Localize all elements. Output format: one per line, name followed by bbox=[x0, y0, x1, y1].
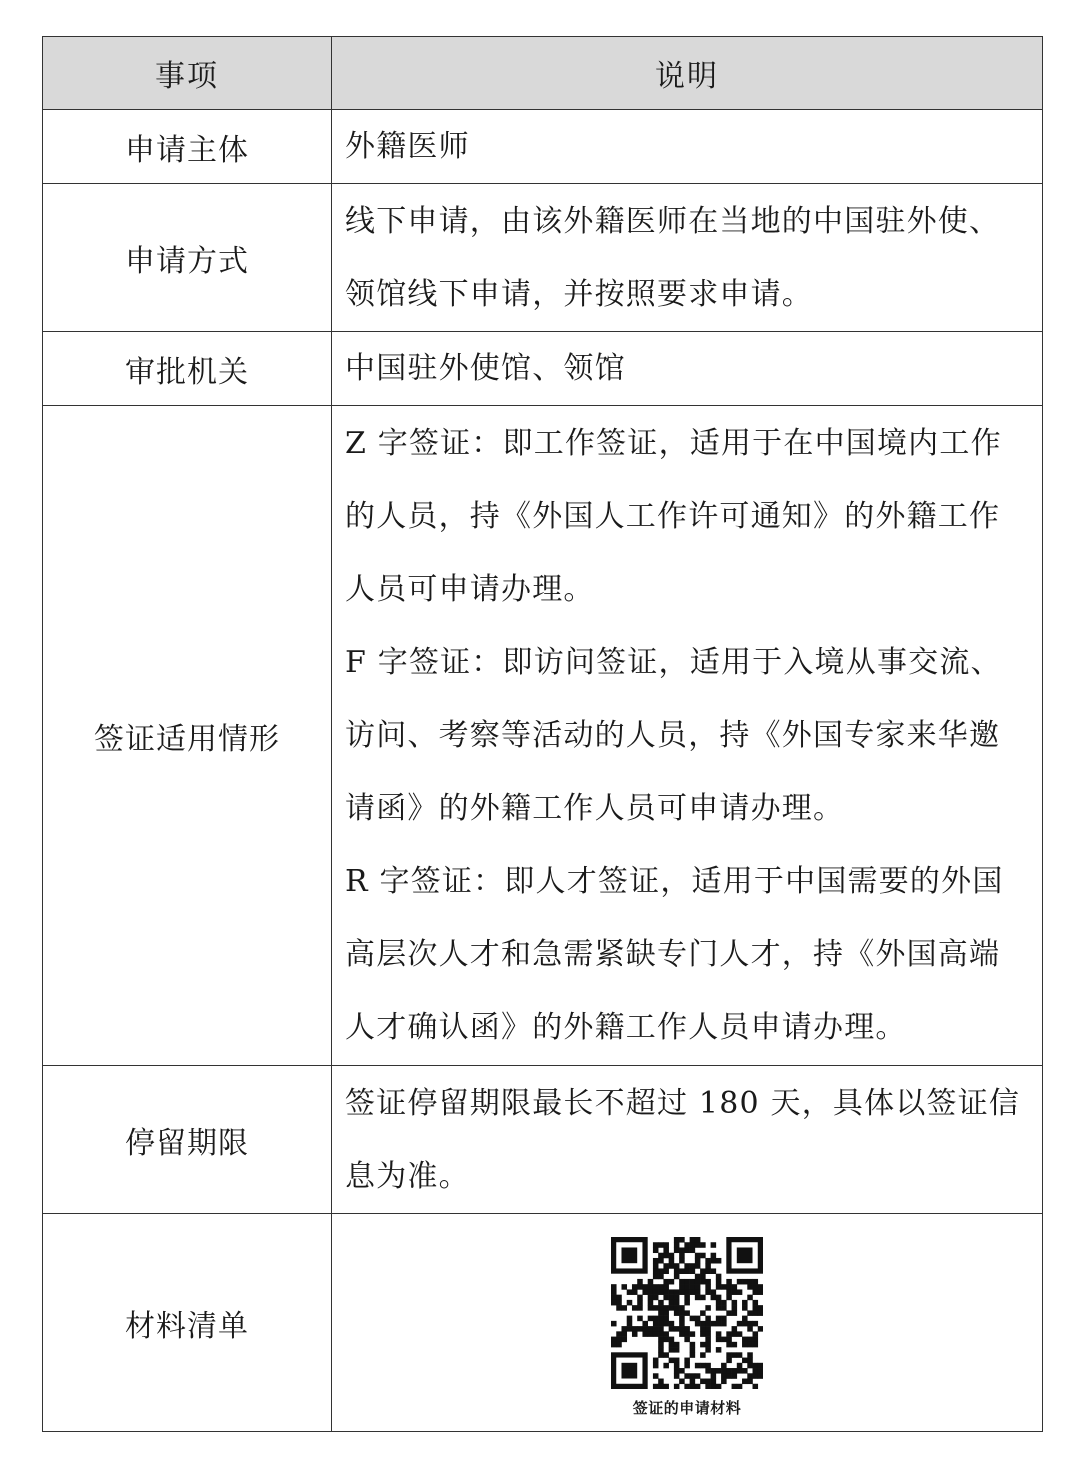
row-value-method bbox=[332, 184, 1043, 332]
authority-text: 中国驻外使馆、领馆 bbox=[345, 351, 626, 386]
table-row bbox=[43, 1066, 1043, 1214]
table-row bbox=[43, 110, 1043, 184]
qr-caption: 签证的申请材料 bbox=[632, 1399, 742, 1417]
table-header-row bbox=[43, 37, 1043, 110]
header-description: 说明 bbox=[332, 37, 1043, 110]
stay-line: 签证停留期限最长不超过 180 天，具体以签证信 bbox=[345, 1085, 1021, 1121]
row-value-subject bbox=[332, 110, 1043, 184]
row-key-method: 申请方式 bbox=[43, 184, 332, 332]
visa-info-table bbox=[42, 36, 1043, 1432]
visa-z-line: 人员可申请办理。 bbox=[345, 572, 595, 607]
visa-z-paragraph bbox=[345, 407, 1030, 626]
visa-z-line: Z 字签证：即工作签证，适用于在中国境内工作 bbox=[345, 426, 1002, 461]
qr-code-icon[interactable] bbox=[611, 1237, 763, 1389]
method-line: 线下申请，由该外籍医师在当地的中国驻外使、 bbox=[345, 203, 1001, 239]
visa-f-line: 访问、考察等活动的人员，持《外国专家来华邀 bbox=[345, 718, 1001, 753]
row-key-stay: 停留期限 bbox=[43, 1066, 332, 1214]
visa-z-line: 的人员，持《外国人工作许可通知》的外籍工作 bbox=[345, 499, 1001, 534]
visa-r-line: 人才确认函》的外籍工作人员申请办理。 bbox=[345, 1010, 907, 1045]
row-key-subject: 申请主体 bbox=[43, 110, 332, 184]
table-row bbox=[43, 406, 1043, 1066]
row-value-stay bbox=[332, 1066, 1043, 1214]
table-row bbox=[43, 184, 1043, 332]
visa-r-paragraph bbox=[345, 845, 1030, 1064]
visa-f-paragraph bbox=[345, 626, 1030, 845]
stay-line: 息为准。 bbox=[345, 1158, 470, 1194]
subject-text: 外籍医师 bbox=[345, 129, 470, 164]
visa-r-line: 高层次人才和急需紧缺专门人才，持《外国高端 bbox=[345, 937, 1001, 972]
visa-f-line: F 字签证：即访问签证，适用于入境从事交流、 bbox=[345, 645, 1002, 680]
row-value-authority bbox=[332, 332, 1043, 406]
table-row bbox=[43, 332, 1043, 406]
table-row bbox=[43, 1214, 1043, 1432]
visa-r-line: R 字签证：即人才签证，适用于中国需要的外国 bbox=[345, 864, 1004, 899]
row-value-materials bbox=[332, 1214, 1043, 1432]
row-key-visa: 签证适用情形 bbox=[43, 406, 332, 1066]
row-value-visa bbox=[332, 406, 1043, 1066]
visa-f-line: 请函》的外籍工作人员可申请办理。 bbox=[345, 791, 845, 826]
method-line: 领馆线下申请，并按照要求申请。 bbox=[345, 276, 813, 312]
row-key-materials: 材料清单 bbox=[43, 1214, 332, 1432]
row-key-authority: 审批机关 bbox=[43, 332, 332, 406]
qr-container bbox=[332, 1214, 1042, 1431]
header-item: 事项 bbox=[43, 37, 332, 110]
